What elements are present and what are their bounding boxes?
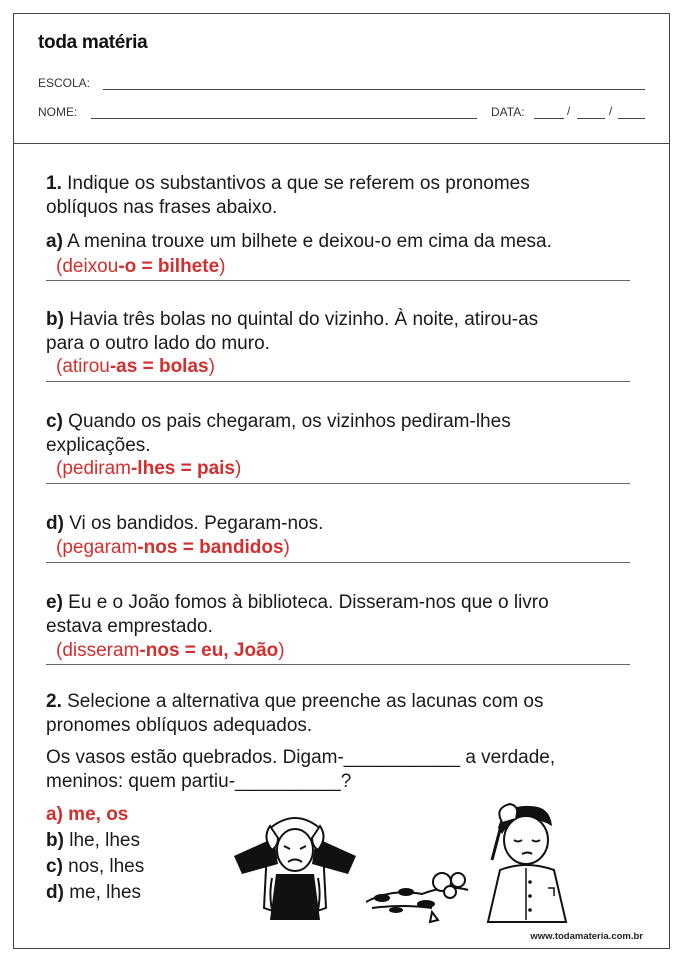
answer-line — [46, 664, 630, 665]
q1-item-d: d) Vi os bandidos. Pegaram-nos. — [46, 513, 324, 534]
header-divider — [13, 143, 670, 144]
q2-option-c[interactable]: c) nos, lhes — [46, 856, 145, 877]
q1-item-b-cont: para o outro lado do muro. — [46, 333, 270, 354]
school-label: ESCOLA: — [38, 76, 91, 90]
broken-vase-flowers-illustration — [362, 868, 472, 924]
q2-sentence-cont: meninos: quem partiu-__________? — [46, 771, 352, 792]
date-separator: / — [609, 104, 613, 118]
q2-prompt-cont: pronomes oblíquos adequados. — [46, 715, 313, 736]
footer-url[interactable]: www.todamateria.com.br — [530, 931, 643, 942]
date-year-line[interactable] — [618, 118, 645, 119]
name-field-line[interactable] — [91, 118, 477, 119]
q1-item-b: b) Havia três bolas no quintal do vizinho. À noite, atirou-as — [46, 309, 539, 330]
answer-line — [46, 562, 630, 563]
q2-option-a[interactable]: a) me, os — [46, 804, 129, 825]
q1-answer-a: (deixou-o = bilhete) — [56, 256, 226, 277]
q1-answer-e: (disseram-nos = eu, João) — [56, 640, 285, 661]
q2-option-b[interactable]: b) lhe, lhes — [46, 830, 140, 851]
date-separator: / — [567, 104, 571, 118]
q1-prompt-cont: oblíquos nas frases abaixo. — [46, 197, 278, 218]
answer-line — [46, 483, 630, 484]
q2-prompt: 2. Selecione a alternativa que preenche as lacunas com os — [46, 691, 544, 712]
q2-option-d[interactable]: d) me, lhes — [46, 882, 142, 903]
confused-boy-illustration — [484, 800, 574, 924]
q2-sentence: Os vasos estão quebrados. Digam-___________ a verdade, — [46, 747, 556, 768]
answer-line — [46, 381, 630, 382]
q1-item-c-cont: explicações. — [46, 435, 151, 456]
q1-item-e-cont: estava emprestado. — [46, 616, 213, 637]
date-day-line[interactable] — [534, 118, 564, 119]
date-label: DATA: — [491, 105, 525, 119]
school-field-line[interactable] — [103, 89, 645, 90]
date-month-line[interactable] — [577, 118, 605, 119]
name-label: NOME: — [38, 105, 78, 119]
q1-item-e: e) Eu e o João fomos à biblioteca. Disseram-nos que o livro — [46, 592, 549, 613]
brand-logo: toda matéria — [38, 32, 148, 53]
q1-item-a: a) A menina trouxe um bilhete e deixou-o em cima da mesa. — [46, 231, 552, 252]
q1-answer-d: (pegaram-nos = bandidos) — [56, 537, 290, 558]
q1-prompt: 1. Indique os substantivos a que se referem os pronomes — [46, 173, 530, 194]
answer-line — [46, 280, 630, 281]
q1-item-c: c) Quando os pais chegaram, os vizinhos pediram-lhes — [46, 411, 511, 432]
q1-answer-b: (atirou-as = bolas) — [56, 356, 215, 377]
stressed-girl-illustration — [228, 808, 362, 924]
q1-answer-c: (pediram-lhes = pais) — [56, 458, 242, 479]
